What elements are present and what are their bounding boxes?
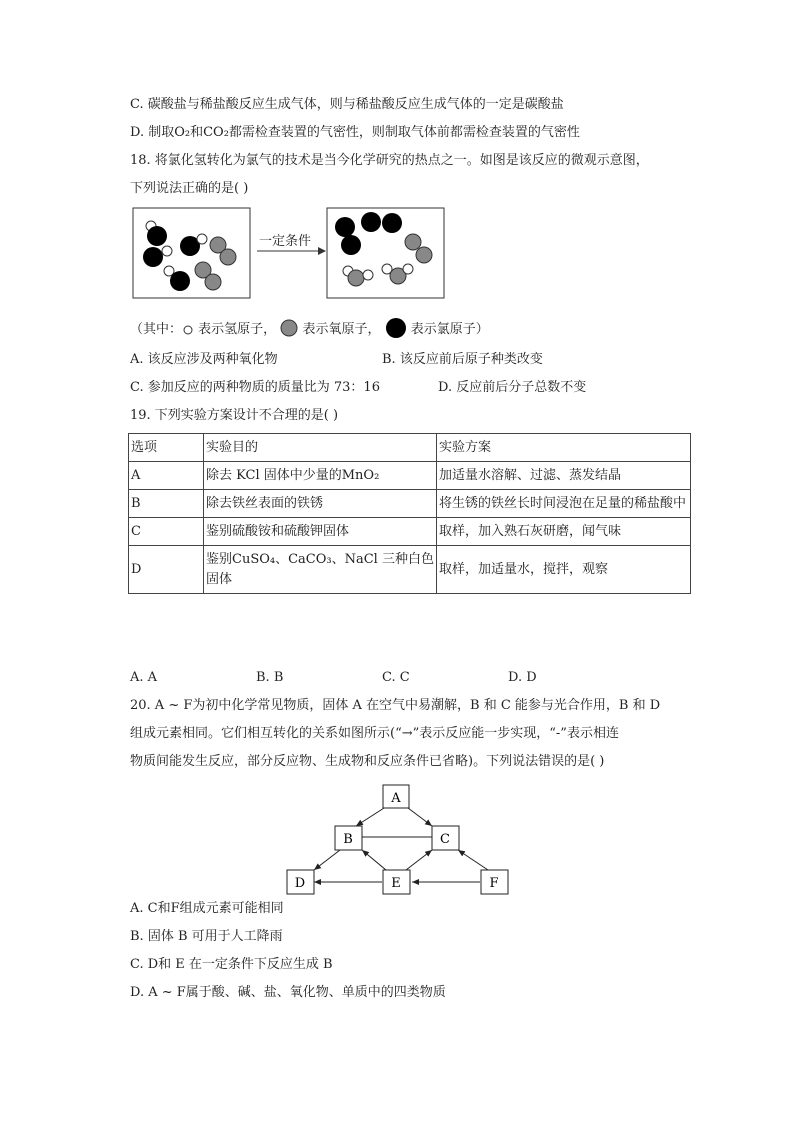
node-e — [383, 870, 410, 894]
cell-purpose: 除去铁丝表面的铁锈 — [204, 490, 437, 518]
node-b — [335, 826, 362, 850]
table-row — [129, 518, 691, 546]
svg-text:B: B — [343, 832, 353, 847]
legend-cl: 表示氯原子） — [410, 322, 489, 337]
q20-option-b: B. 固体 B 可用于人工降雨 — [130, 929, 283, 944]
oxygen-atom-icon — [280, 319, 298, 337]
cell-option: A — [129, 462, 204, 490]
o2-molecule — [195, 262, 221, 290]
svg-text:C: C — [440, 832, 450, 847]
table-header-row — [129, 434, 691, 462]
edge-a-to-c — [408, 808, 432, 826]
q18-option-d: D. 反应前后分子总数不变 — [438, 380, 587, 395]
svg-text:D: D — [294, 876, 306, 891]
svg-text:A: A — [391, 791, 401, 806]
edge-e-to-c — [406, 850, 432, 870]
o2-molecule — [405, 234, 432, 263]
q18-option-b: B. 该反应前后原子种类改变 — [382, 352, 543, 367]
hydrogen-atom-icon — [182, 323, 194, 335]
edge-b-to-d — [314, 850, 340, 870]
q19-choice-d: D. D — [508, 670, 537, 685]
header-option: 选项 — [129, 434, 204, 462]
cell-option: D — [129, 546, 204, 594]
q20-option-a: A. C和F组成元素可能相同 — [130, 901, 284, 916]
cell-plan: 取样，加入熟石灰研磨，闻气味 — [437, 518, 691, 546]
q18-option-c: C. 参加反应的两种物质的质量比为 73：16 — [130, 380, 380, 395]
q20-option-d: D. A ~ F属于酸、碱、盐、氧化物、单质中的四类物质 — [130, 985, 446, 1000]
q20-stem-line2: 组成元素相同。它们相互转化的关系如图所示(“→”表示反应能一步实现，“-”表示相连 — [130, 726, 619, 741]
q19-choice-c: C. C — [382, 670, 410, 685]
svg-text:F: F — [489, 876, 499, 891]
chlorine-atom-icon — [385, 317, 407, 339]
edge-e-to-b — [362, 850, 386, 870]
legend-o: 表示氧原子， — [302, 322, 381, 337]
cell-option: C — [129, 518, 204, 546]
cell-plan: 加适量水溶解、过滤、蒸发结晶 — [437, 462, 691, 490]
hcl-molecule — [143, 246, 172, 267]
q18-legend — [130, 317, 489, 339]
header-purpose: 实验目的 — [204, 434, 437, 462]
cell-purpose: 除去 KCl 固体中少量的MnO₂ — [204, 462, 437, 490]
cell-plan: 取样，加适量水，搅拌，观察 — [437, 546, 691, 594]
relationship-diagram — [280, 782, 516, 898]
cell-option: B — [129, 490, 204, 518]
q18-option-a: A. 该反应涉及两种氧化物 — [130, 352, 278, 367]
legend-prefix: （其中： — [130, 322, 183, 337]
hcl-molecule — [180, 234, 207, 256]
cell-plan: 将生锈的铁丝长时间浸泡在足量的稀盐酸中 — [437, 490, 691, 518]
h2o-molecule — [382, 264, 413, 284]
reaction-microscopic-diagram — [130, 205, 450, 301]
cl2-molecule — [361, 212, 402, 233]
svg-text:E: E — [391, 876, 401, 891]
node-a — [383, 785, 409, 808]
table-row — [129, 546, 691, 594]
hcl-molecule — [164, 266, 190, 291]
table-row — [129, 462, 691, 490]
q19-stem: 19. 下列实验方案设计不合理的是( ) — [130, 408, 339, 423]
q17-option-c: C. 碳酸盐与稀盐酸反应生成气体，则与稀盐酸反应生成气体的一定是碳酸盐 — [130, 97, 564, 112]
edge-a-to-b — [356, 808, 384, 826]
q20-option-c: C. D和 E 在一定条件下反应生成 B — [130, 957, 333, 972]
cl2-molecule — [335, 217, 361, 255]
reaction-condition: 一定条件 — [259, 234, 312, 249]
node-d — [287, 870, 314, 894]
hcl-molecule — [146, 221, 167, 246]
o2-molecule — [210, 237, 236, 265]
q18-stem-line1: 18. 将氯化氢转化为氯气的技术是当今化学研究的热点之一。如图是该反应的微观示意图， — [130, 153, 649, 168]
cell-purpose: 鉴别CuSO₄、CaCO₃、NaCl 三种白色固体 — [204, 546, 437, 594]
q20-stem-line1: 20. A ~ F为初中化学常见物质，固体 A 在空气中易潮解，B 和 C 能参与光合作用，B 和 D — [130, 698, 661, 713]
node-f — [481, 870, 508, 894]
q18-stem-line2: 下列说法正确的是( ) — [130, 181, 249, 196]
q19-choice-b: B. B — [256, 670, 284, 685]
cell-purpose: 鉴别硫酸铵和硫酸钾固体 — [204, 518, 437, 546]
edge-f-to-c — [458, 850, 488, 870]
node-c — [432, 826, 459, 850]
q20-stem-line3: 物质间能发生反应，部分反应物、生成物和反应条件已省略)。下列说法错误的是( ) — [130, 754, 605, 769]
legend-h: 表示氢原子， — [198, 322, 277, 337]
h2o-molecule — [343, 266, 373, 286]
q19-choice-a: A. A — [130, 670, 158, 685]
q17-option-d: D. 制取O₂和CO₂都需检查装置的气密性，则制取气体前都需检查装置的气密性 — [130, 125, 580, 140]
q19-table — [128, 433, 691, 594]
header-plan: 实验方案 — [437, 434, 691, 462]
table-row — [129, 490, 691, 518]
